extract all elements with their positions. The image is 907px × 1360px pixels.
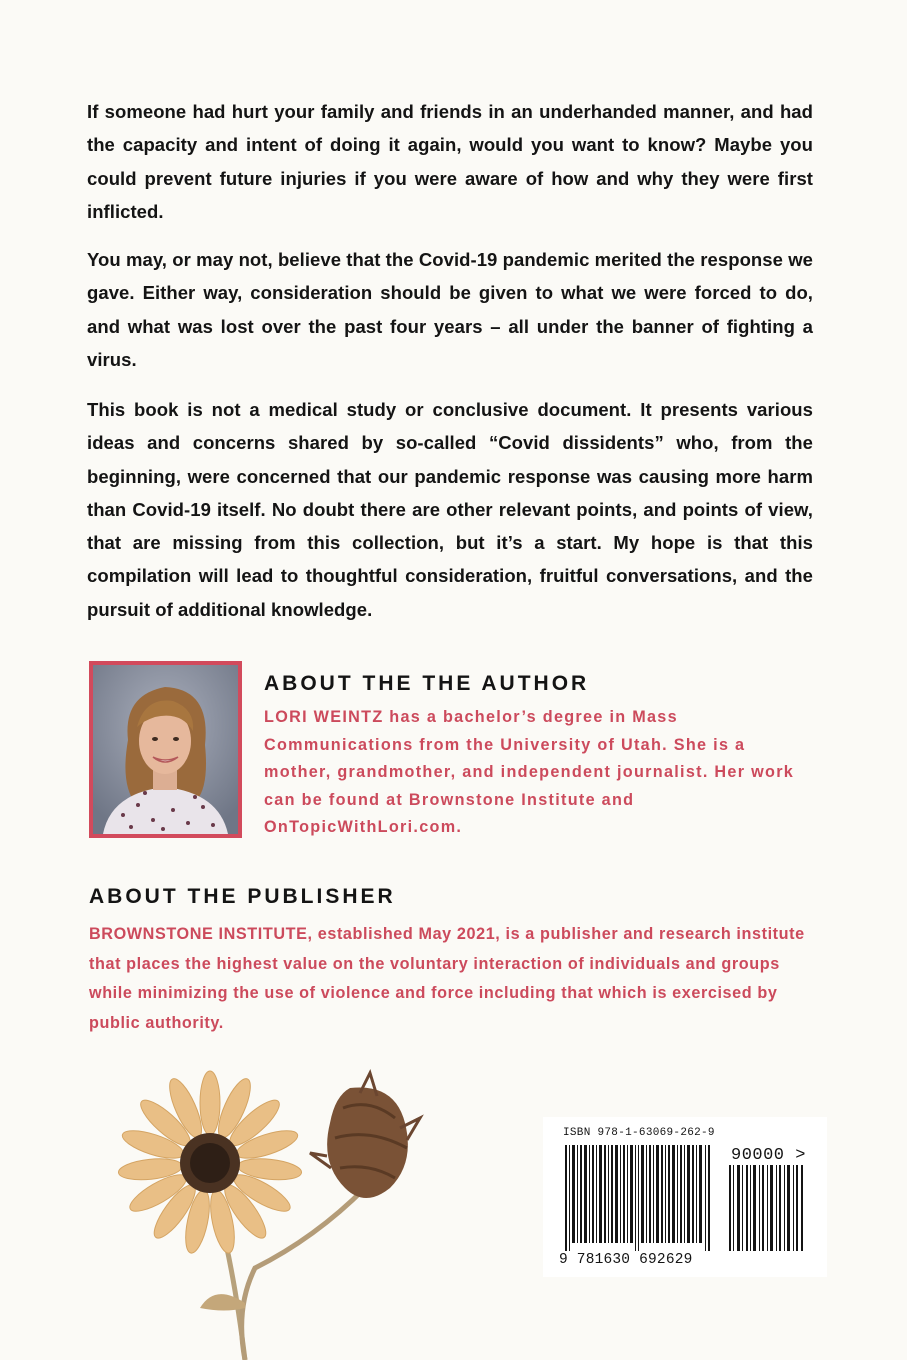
fresh-sunflower bbox=[117, 1071, 302, 1255]
isbn-label: ISBN 978-1-63069-262-9 bbox=[563, 1127, 715, 1139]
sunflowers-illustration bbox=[95, 1068, 475, 1360]
barcode-digits: 9 781630 692629 bbox=[559, 1252, 693, 1268]
author-bio: LORI WEINTZ has a bachelor’s degree in Mass Communications from the University of Utah. She is a mother, grandmother, and independent journalist. Her work can be found at Brownstone Institute and OnTopicWithLori.com. bbox=[264, 708, 795, 837]
barcode-bars bbox=[565, 1145, 711, 1251]
dried-sunflower bbox=[310, 1073, 420, 1198]
about-author-heading: ABOUT THE THE AUTHOR bbox=[264, 672, 590, 695]
author-portrait-illustration bbox=[93, 665, 238, 834]
about-publisher-heading: ABOUT THE PUBLISHER bbox=[89, 885, 396, 908]
intro-paragraph-3: This book is not a medical study or conclusive document. It presents various ideas and concerns shared by so-called “Covid dissidents” who, from the beginning, were concerned that our pandemic response was causing more harm than Covid-19 itself. No doubt there are other relevant points, and points of view, that are missing from this collection, but it’s a start. My hope is that this compilation will lead to thoughtful consideration, fruitful conversations, and the pursuit of additional knowledge. bbox=[87, 399, 813, 620]
author-photo bbox=[89, 661, 242, 838]
isbn-barcode bbox=[543, 1117, 827, 1277]
addon-barcode-bars bbox=[729, 1165, 805, 1251]
intro-paragraph-1: If someone had hurt your family and friends in an underhanded manner, and had the capacity and intent of doing it again, would you want to know? Maybe you could prevent future injuries if you were aware of how and why they were first inflicted. bbox=[87, 101, 813, 222]
publisher-bio: BROWNSTONE INSTITUTE, established May 2021, is a publisher and research institute that places the highest value on the voluntary interaction of individuals and groups while minimizing the use of violence and force including that which is exercised by public authority. bbox=[89, 925, 805, 1033]
intro-paragraph-2: You may, or may not, believe that the Covid-19 pandemic merited the response we gave. Either way, consideration should be given to what we were forced to do, and what was lost over the past four years – all under the banner of fighting a virus. bbox=[87, 249, 813, 370]
price-code: 90000 > bbox=[731, 1146, 806, 1165]
